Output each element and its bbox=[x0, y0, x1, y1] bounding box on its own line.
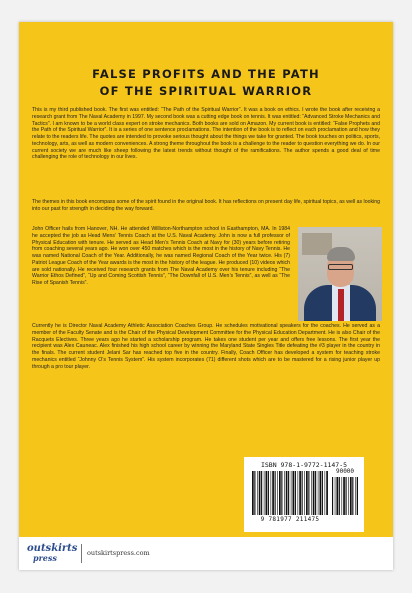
barcode-number: 9 781977 211475 bbox=[260, 516, 320, 523]
publisher-website: outskirtspress.com bbox=[87, 549, 150, 557]
price-barcode-bars bbox=[332, 477, 358, 515]
director-paragraph: Currently he is Director Naval Academy Athletic Association Coaches Group. He schedules motivational speakers for the coaches. He served as a member of the Faculty Senate and is the Chair of the Physical Development Committee for the Physical Education Department. He is also Chair of the Racquets Electives. Three years ago he started a scholarship program. He takes one student per year and offers free lessons. The first year the recipient was Alex Cauneac. Alex finished his high school career by winning the Maryland State Singles Title defeating the #3 player in the country in the finals. The current student Jelani Sar has reached top five in the country. Finally, Coach Officer has developed a system for teaching stroke mechanics entitled “Johnny O’s Tennis System”. His system incorporates (71) different shots which are to be mastered for a rising junior player up through a pro tour player. bbox=[32, 323, 380, 370]
back-cover bbox=[19, 22, 393, 570]
photo-glasses bbox=[328, 264, 353, 270]
publisher-divider bbox=[81, 544, 82, 563]
themes-paragraph: The themes in this book encompass some of the spirit found in the original book. It has reflections on present day life, spiritual topics, as well as looking into our past for strength in deciding the way forward. bbox=[32, 199, 380, 212]
logo-word-outskirts: outskirts bbox=[27, 543, 78, 554]
photo-tie bbox=[338, 289, 344, 321]
price-code: 90000 bbox=[335, 468, 355, 475]
publisher-bar bbox=[19, 537, 393, 570]
isbn-barcode bbox=[244, 457, 364, 532]
title-line-1: FALSE PROFITS AND THE PATH bbox=[92, 67, 320, 81]
isbn-text: ISBN 978-1-9772-1147-5 bbox=[260, 461, 348, 469]
author-photo bbox=[298, 227, 382, 321]
intro-paragraph: This is my third published book. The first was entitled: “The Path of the Spiritual Warrior”. It was a book on ethics. I wrote the book after receiving a research grant from The Naval Academy in 1997. My second book was a cutting edge book on tennis. It was entitled: “Advanced Stroke Mechanics and Tactics”. I am known to be a world class expert on stroke mechanics. Both books are sold on Amazon. My current book is entitled: “False Prophets and the Path of the Spiritual Warrior”. It is a series of one sentence proclamations. The intention of the book is to reflect on each proclamation and how they relate to the readers life. The quotes are intended to provoke serious thought about the things we take for granted. The book touches on politics, sports, technology, arts, as well as modern conveniences. A strong theme throughout the book is a challenge to the reader to question everything we do. In our current society we are much like sheep following the latest trends without thought of the ramifications. The author spends a good deal of time challenging the role of technology in our lives. bbox=[32, 107, 380, 161]
barcode-bars bbox=[252, 471, 328, 515]
author-bio-paragraph: John Officer hails from Hanover, NH. He attended Williston-Northampton school in Easthampton, MA. In 1984 he accepted the job as Head Mens’ Tennis Coach at the U.S. Naval Academy. John is now a full professor of Physical Education with tenure. He served as Head Men’s Tennis Coach at Navy for (30) years before retiring from coaching several years ago. He won over 450 matches which is the most in the history of Navy Tennis. He was named National Coach of the Year. Additionally, he was named Regional Coach of the Year twice. His (7) Patriot League Coach of the Year awards is the most in the history of the league. He produced (10) videos which are sold nationally. He received four research grants from The Naval Academy over his tenure including “The Warrior Ethos Defined”, “Up and Coming Scottish Tennis”, “The Downfall of U.S. Men’s Tennis”, as well as “The Rise of Spanish Tennis”. bbox=[32, 226, 290, 286]
book-title bbox=[29, 66, 383, 100]
title-line-2: OF THE SPIRITUAL WARRIOR bbox=[99, 84, 313, 98]
photo-hair bbox=[327, 247, 355, 261]
logo-word-press: press bbox=[33, 553, 57, 563]
publisher-logo bbox=[27, 543, 78, 565]
